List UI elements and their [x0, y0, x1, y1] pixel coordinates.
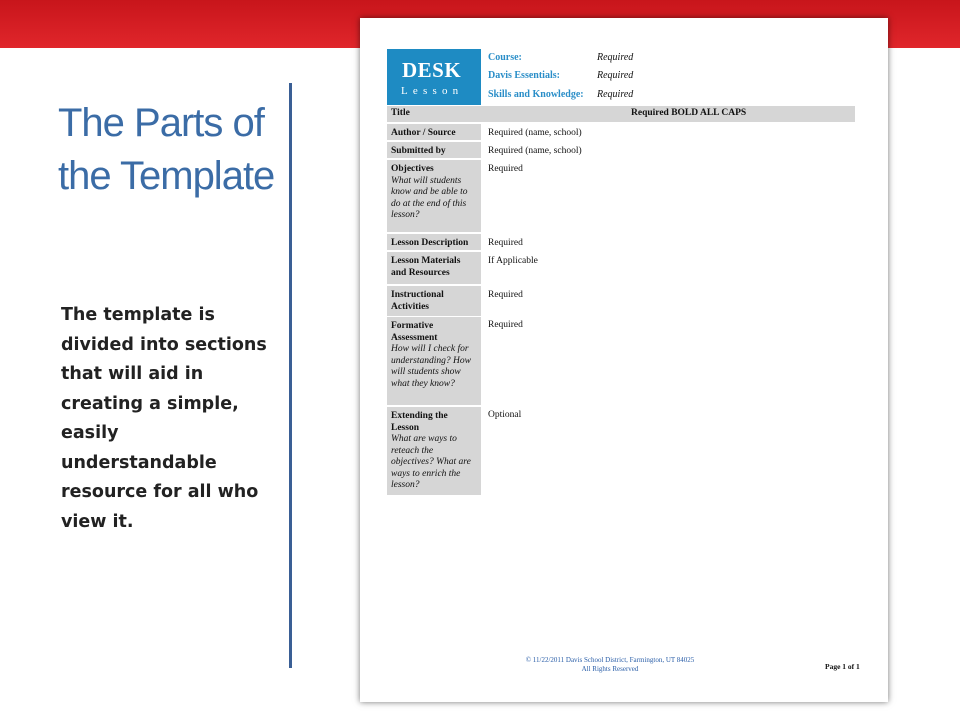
meta-value-davis-essentials: Required: [597, 70, 634, 81]
row-label-text: Submitted by: [391, 146, 446, 156]
title-row-label: Title: [391, 108, 410, 118]
vertical-divider: [289, 83, 292, 668]
row-label-extending-lesson: [387, 407, 481, 495]
row-description: How will I check for understanding? How will students show what they know?: [391, 344, 471, 389]
title-row-value: Required BOLD ALL CAPS: [631, 108, 747, 118]
row-label-author-source: [387, 124, 481, 140]
row-label-formative-assessment: [387, 317, 481, 405]
logo-sub-text: Lesson: [401, 85, 464, 97]
row-value-lesson-materials: If Applicable: [488, 256, 538, 266]
row-value-author-source: Required (name, school): [488, 128, 582, 138]
title-row: [387, 106, 855, 122]
row-value-submitted-by: Required (name, school): [488, 146, 582, 156]
row-label-text: Extending the Lesson: [391, 411, 448, 433]
footer-copyright: © 11/22/2011 Davis School District, Farmington, UT 84025: [525, 656, 695, 664]
row-label-text: Formative Assessment: [391, 321, 438, 343]
logo-main-text: DESK: [402, 58, 462, 82]
row-label-text: Instructional Activities: [391, 290, 444, 312]
row-label-text: Lesson Description: [391, 238, 469, 248]
footer-rights: All Rights Reserved: [581, 664, 639, 673]
row-label-objectives: [387, 160, 481, 232]
meta-label-skills-knowledge: Skills and Knowledge:: [488, 89, 584, 100]
row-label-lesson-description: [387, 234, 481, 250]
row-label-text: Lesson Materials and Resources: [391, 256, 461, 278]
document-footer: [480, 656, 740, 673]
template-document-preview: [360, 18, 888, 702]
desk-lesson-logo: [387, 49, 481, 105]
row-value-extending-lesson: Optional: [488, 410, 522, 420]
row-label-text: Author / Source: [391, 128, 456, 138]
slide-title: The Parts of the Template: [58, 101, 275, 198]
meta-label-davis-essentials: Davis Essentials:: [488, 70, 560, 81]
row-value-objectives: Required: [488, 164, 523, 174]
row-label-instructional-activities: [387, 286, 481, 316]
row-label-submitted-by: [387, 142, 481, 158]
row-label-text: Objectives: [391, 164, 434, 174]
meta-value-course: Required: [597, 52, 634, 63]
slide-body-text: The template is divided into sections that will aid in creating a simple, easily understandable resource for all who view it.: [61, 305, 267, 532]
row-description: What are ways to reteach the objectives? What are ways to enrich the lesson?: [391, 434, 471, 490]
meta-label-course: Course:: [488, 52, 522, 63]
row-value-instructional-activities: Required: [488, 290, 523, 300]
row-label-lesson-materials: [387, 252, 481, 284]
page-number: Page 1 of 1: [825, 662, 860, 671]
row-value-lesson-description: Required: [488, 238, 523, 248]
row-description: What will students know and be able to do at the end of this lesson?: [391, 175, 468, 220]
row-value-formative-assessment: Required: [488, 320, 523, 330]
meta-value-skills-knowledge: Required: [597, 89, 634, 100]
